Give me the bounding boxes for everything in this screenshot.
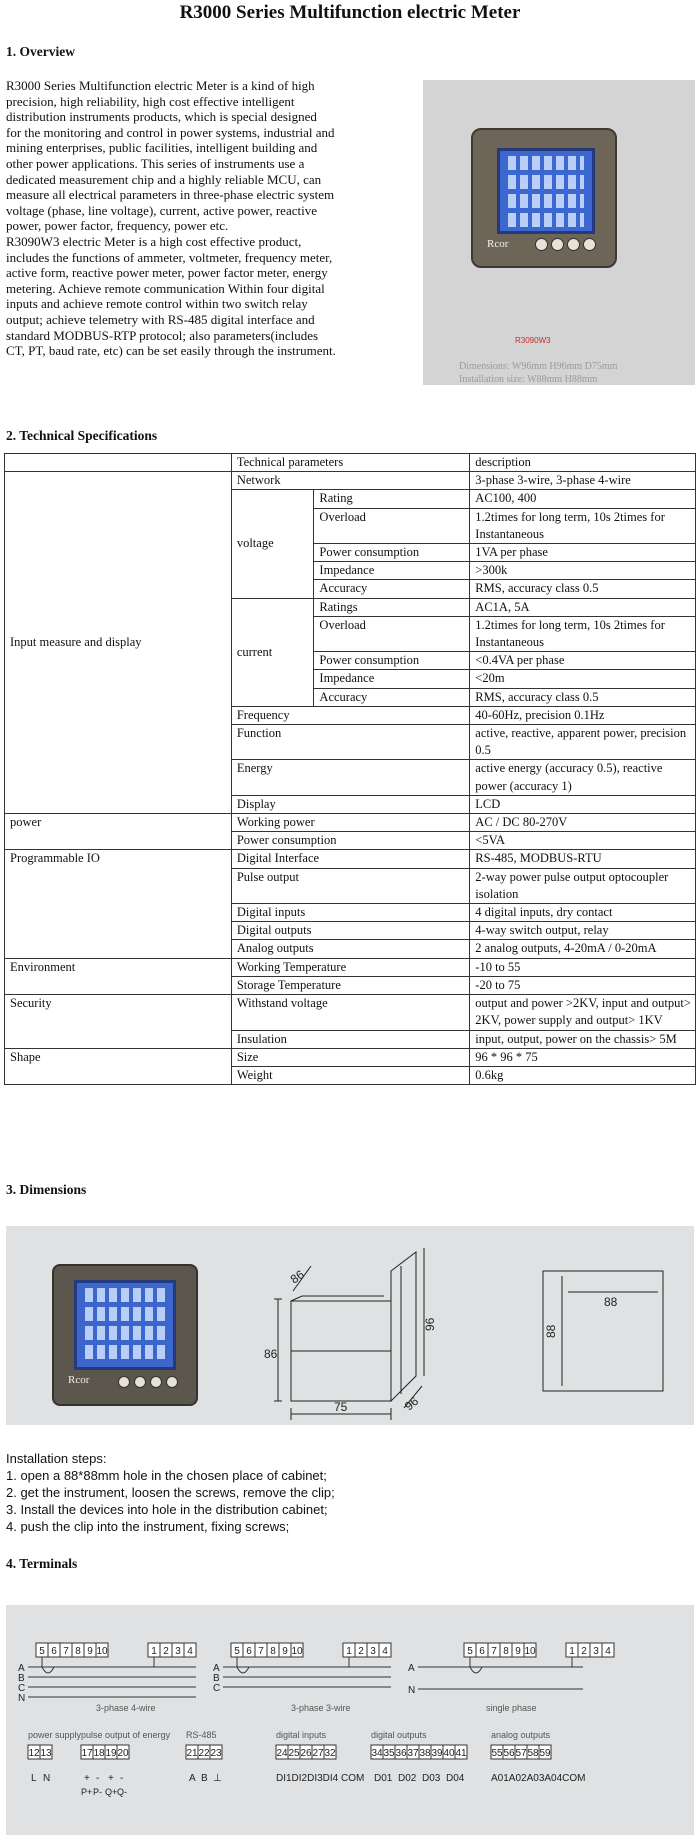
header-blank xyxy=(5,454,232,472)
dim-depth: 86 xyxy=(287,1267,307,1287)
param-value: LCD xyxy=(470,795,696,813)
installation-caption: Installation size: W88mm H88mm xyxy=(459,374,598,385)
terminal-signal-label: L xyxy=(31,1773,37,1784)
terminal-signal-label: - xyxy=(120,1773,124,1784)
terminal-signal-label: A xyxy=(189,1773,196,1784)
group-label: Shape xyxy=(5,1048,232,1084)
terminal-number: 19 xyxy=(105,1748,117,1759)
terminal-number: 1 xyxy=(569,1646,575,1657)
param-value: AC1A, 5A xyxy=(470,598,696,616)
terminal-number: 39 xyxy=(431,1748,443,1759)
meter-button xyxy=(535,238,548,251)
terminal-number: 25 xyxy=(288,1748,300,1759)
param-name: Pulse output xyxy=(231,868,469,903)
section-terminals-heading: 4. Terminals xyxy=(6,1556,78,1571)
terminal-number: 57 xyxy=(515,1748,527,1759)
steps-heading: Installation steps: xyxy=(6,1451,107,1466)
terminal-number: 21 xyxy=(186,1748,198,1759)
param-name: Power consumption xyxy=(314,544,470,562)
param-name: Analog outputs xyxy=(231,940,469,958)
overview-line: output; achieve telemetry with RS-485 digital interface and xyxy=(6,311,315,327)
param-value: 3-phase 3-wire, 3-phase 4-wire xyxy=(470,472,696,490)
terminal-sub-label: P+ xyxy=(81,1787,93,1797)
cutout-outline xyxy=(543,1271,663,1391)
param-value: -20 to 75 xyxy=(470,976,696,994)
overview-line: voltage (phase, line voltage), current, active power, reactive xyxy=(6,202,317,218)
overview-line: measure all electrical parameters in three-phase electric system xyxy=(6,187,335,203)
terminal-number: 6 xyxy=(51,1646,57,1657)
overview-paragraph xyxy=(6,78,416,359)
overview-line: R3000 Series Multifunction electric Meter is a kind of high xyxy=(6,78,315,93)
param-value: 1.2times for long term, 10s 2times for Instantaneous xyxy=(470,616,696,651)
terminal-signal-label: D01 xyxy=(374,1773,393,1784)
phase-label: B xyxy=(213,1673,220,1684)
table-row xyxy=(5,995,696,1030)
param-value: output and power >2KV, input and output> 2KV, power supply and output> 1KV xyxy=(470,995,696,1030)
param-name: Energy xyxy=(231,760,469,795)
terminal-group-label: pulse output of energy xyxy=(81,1730,171,1740)
terminal-number: 26 xyxy=(300,1748,312,1759)
terminal-number: 8 xyxy=(503,1646,509,1657)
cutout-height: 88 xyxy=(544,1324,558,1338)
terminal-number: 10 xyxy=(291,1646,303,1657)
overview-line: includes the functions of ammeter, voltmeter, frequency meter, xyxy=(6,249,333,265)
terminal-number: 4 xyxy=(605,1646,611,1657)
cutout-width: 88 xyxy=(604,1295,618,1309)
overview-line: for the monitoring and control in power systems, industrial and xyxy=(6,124,335,140)
param-value: 0.6kg xyxy=(470,1066,696,1084)
terminal-number: 40 xyxy=(443,1748,455,1759)
terminal-diagram xyxy=(6,1605,694,1835)
dimensions-figure xyxy=(6,1226,694,1425)
group-label: Environment xyxy=(5,958,232,994)
terminal-sub-label: Q+ xyxy=(105,1787,118,1797)
param-value: active energy (accuracy 0.5), reactive power (accuracy 1) xyxy=(470,760,696,795)
terminal-number: 7 xyxy=(491,1646,497,1657)
terminal-number: 13 xyxy=(40,1748,52,1759)
terminal-signal-label: DI1DI2DI3DI4 COM xyxy=(276,1773,365,1784)
overview-line: dedicated measurement chip and a highly reliable MCU, can xyxy=(6,171,322,187)
terminal-number: 38 xyxy=(419,1748,431,1759)
dimension-drawings xyxy=(6,1226,694,1425)
step-item: 4. push the clip into the instrument, fixing screws; xyxy=(6,1519,290,1534)
column-header: Technical parameters xyxy=(231,454,469,472)
group-label: Programmable IO xyxy=(5,850,232,958)
meter-button xyxy=(583,238,596,251)
page-title: R3000 Series Multifunction electric Meter xyxy=(179,2,521,23)
param-value: RS-485, MODBUS-RTU xyxy=(470,850,696,868)
column-header: description xyxy=(470,454,696,472)
terminal-number: 5 xyxy=(39,1646,45,1657)
step-item: 1. open a 88*88mm hole in the chosen place of cabinet; xyxy=(6,1468,327,1483)
overview-line: active form, reactive power meter, power factor meter, energy xyxy=(6,265,328,281)
table-row xyxy=(5,850,696,868)
terminal-signal-label: B xyxy=(201,1773,208,1784)
product-photo xyxy=(423,80,695,385)
overview-line: precision, high reliability, high cost effective intelligent xyxy=(6,93,295,109)
param-name: Digital Interface xyxy=(231,850,469,868)
terminal-group-label: digital outputs xyxy=(371,1730,427,1740)
param-value: input, output, power on the chassis> 5M xyxy=(470,1030,696,1048)
overview-line: R3090W3 electric Meter is a high cost effective product, xyxy=(6,233,302,249)
terminal-number: 9 xyxy=(87,1646,93,1657)
terminal-number: 41 xyxy=(455,1748,467,1759)
diagram-caption: 3-phase 3-wire xyxy=(291,1703,351,1713)
param-name: Power consumption xyxy=(231,832,469,850)
overview-line: CT, PT, baud rate, etc) can be set easily through the instrument. xyxy=(6,343,336,359)
terminal-number: 1 xyxy=(346,1646,352,1657)
terminal-signal-label: D04 xyxy=(446,1773,465,1784)
diagram-caption: 3-phase 4-wire xyxy=(96,1703,156,1713)
terminal-number: 8 xyxy=(75,1646,81,1657)
terminal-number: 12 xyxy=(28,1748,40,1759)
terminal-number: 27 xyxy=(312,1748,324,1759)
param-name: Overload xyxy=(314,616,470,651)
terminal-number: 17 xyxy=(81,1748,93,1759)
overview-line: distribution instruments products, which is special designed xyxy=(6,109,317,125)
phase-label: A xyxy=(408,1663,415,1674)
param-value: -10 to 55 xyxy=(470,958,696,976)
terminal-number: 22 xyxy=(198,1748,210,1759)
param-value: 40-60Hz, precision 0.1Hz xyxy=(470,706,696,724)
terminal-number: 6 xyxy=(246,1646,252,1657)
group-label: Input measure and display xyxy=(5,472,232,814)
param-name: Working Temperature xyxy=(231,958,469,976)
step-item: 2. get the instrument, loosen the screws, remove the clip; xyxy=(6,1485,335,1500)
param-name: Power consumption xyxy=(314,652,470,670)
terminal-number: 55 xyxy=(491,1748,503,1759)
terminal-number: 56 xyxy=(503,1748,515,1759)
param-name: Display xyxy=(231,795,469,813)
param-value: RMS, accuracy class 0.5 xyxy=(470,580,696,598)
dim-bezel-width: 96 xyxy=(401,1393,422,1414)
param-name: Insulation xyxy=(231,1030,469,1048)
param-name: Working power xyxy=(231,814,469,832)
ct-loop xyxy=(237,1657,249,1673)
phase-label: C xyxy=(213,1683,221,1694)
param-value: 2-way power pulse output optocoupler isolation xyxy=(470,868,696,903)
group-label: Security xyxy=(5,995,232,1049)
param-name: Weight xyxy=(231,1066,469,1084)
terminal-number: 58 xyxy=(527,1748,539,1759)
terminal-group-label: power supply xyxy=(28,1730,82,1740)
phase-label: N xyxy=(408,1685,416,1696)
terminal-number: 5 xyxy=(234,1646,240,1657)
param-value: 1VA per phase xyxy=(470,544,696,562)
terminal-number: 10 xyxy=(96,1646,108,1657)
phase-label: B xyxy=(18,1673,25,1684)
param-value: >300k xyxy=(470,562,696,580)
terminal-group-label: analog outputs xyxy=(491,1730,551,1740)
meter-image xyxy=(471,128,617,268)
subgroup-label: voltage xyxy=(231,490,314,598)
terminal-number: 20 xyxy=(117,1748,129,1759)
overview-line: other power applications. This series of instruments use a xyxy=(6,155,305,171)
param-name: Withstand voltage xyxy=(231,995,469,1030)
param-name: Digital inputs xyxy=(231,904,469,922)
side-view-bezel xyxy=(391,1252,416,1401)
terminal-number: 2 xyxy=(581,1646,587,1657)
param-value: AC / DC 80-270V xyxy=(470,814,696,832)
terminal-number: 59 xyxy=(539,1748,551,1759)
spec-table xyxy=(4,453,696,1085)
param-value: <5VA xyxy=(470,832,696,850)
subgroup-label: current xyxy=(231,598,314,706)
meter-button xyxy=(551,238,564,251)
param-value: active, reactive, apparent power, precision 0.5 xyxy=(470,725,696,760)
terminal-number: 9 xyxy=(515,1646,521,1657)
table-row xyxy=(5,454,696,472)
param-name: Frequency xyxy=(231,706,469,724)
param-name: Function xyxy=(231,725,469,760)
group-label: power xyxy=(5,814,232,850)
terminal-number: 3 xyxy=(593,1646,599,1657)
terminal-number: 32 xyxy=(324,1748,336,1759)
terminal-number: 9 xyxy=(282,1646,288,1657)
terminal-sub-label: Q- xyxy=(117,1787,127,1797)
param-name: Network xyxy=(231,472,469,490)
terminal-number: 10 xyxy=(524,1646,536,1657)
phase-label: A xyxy=(18,1663,25,1674)
terminal-signal-label: D03 xyxy=(422,1773,441,1784)
terminal-signal-label: - xyxy=(96,1773,100,1784)
terminal-sub-label: P- xyxy=(93,1787,102,1797)
ct-loop xyxy=(470,1657,482,1673)
terminal-signal-label: + xyxy=(108,1773,114,1784)
param-name: Storage Temperature xyxy=(231,976,469,994)
step-item: 3. Install the devices into hole in the distribution cabinet; xyxy=(6,1502,328,1517)
phase-label: C xyxy=(18,1683,26,1694)
table-row xyxy=(5,814,696,832)
ct-loop xyxy=(42,1657,54,1673)
section-dimensions-heading: 3. Dimensions xyxy=(6,1182,87,1197)
terminal-number: 6 xyxy=(479,1646,485,1657)
terminal-number: 18 xyxy=(93,1748,105,1759)
terminal-number: 3 xyxy=(175,1646,181,1657)
param-name: Ratings xyxy=(314,598,470,616)
terminal-number: 8 xyxy=(270,1646,276,1657)
param-name: Overload xyxy=(314,508,470,543)
param-name: Impedance xyxy=(314,670,470,688)
terminal-number: 4 xyxy=(187,1646,193,1657)
param-value: 4 digital inputs, dry contact xyxy=(470,904,696,922)
overview-line: mining enterprises, public facilities, intelligent building and xyxy=(6,140,318,156)
overview-line: metering. Achieve remote communication Within four digital xyxy=(6,280,325,296)
diagram-caption: single phase xyxy=(486,1703,537,1713)
param-name: Accuracy xyxy=(314,688,470,706)
dim-length: 75 xyxy=(334,1400,348,1414)
dim-bezel: 96 xyxy=(423,1317,437,1331)
overview-line: inputs and achieve remote control within two switch relay xyxy=(6,296,308,312)
meter-button xyxy=(567,238,580,251)
terminal-number: 34 xyxy=(371,1748,383,1759)
table-row xyxy=(5,1048,696,1066)
param-value: <20m xyxy=(470,670,696,688)
terminal-number: 7 xyxy=(63,1646,69,1657)
terminal-number: 36 xyxy=(395,1748,407,1759)
phase-label: N xyxy=(18,1693,26,1704)
section-overview-heading: 1. Overview xyxy=(6,44,75,59)
terminal-signal-label: N xyxy=(43,1773,51,1784)
dimensions-caption: Dimensions: W96mm H96mm D75mm xyxy=(459,361,618,372)
param-name: Accuracy xyxy=(314,580,470,598)
param-value: 1.2times for long term, 10s 2times for Instantaneous xyxy=(470,508,696,543)
overview-line: standard MODBUS-RTP protocol; also parameters(includes xyxy=(6,327,319,343)
param-name: Impedance xyxy=(314,562,470,580)
lcd-display xyxy=(497,148,595,234)
brand-logo: Rcor xyxy=(487,238,509,250)
terminal-signal-label: ⊥ xyxy=(213,1773,222,1784)
param-value: 4-way switch output, relay xyxy=(470,922,696,940)
table-row xyxy=(5,958,696,976)
param-value: 96 * 96 * 75 xyxy=(470,1048,696,1066)
terminal-signal-label: A01A02A03A04COM xyxy=(491,1773,586,1784)
terminal-number: 35 xyxy=(383,1748,395,1759)
installation-steps xyxy=(6,1450,335,1535)
phase-label: A xyxy=(213,1663,220,1674)
terminal-number: 37 xyxy=(407,1748,419,1759)
brand-logo: Rcor xyxy=(68,1374,90,1386)
terminal-number: 24 xyxy=(276,1748,288,1759)
param-value: <0.4VA per phase xyxy=(470,652,696,670)
param-name: Rating xyxy=(314,490,470,508)
dim-height: 86 xyxy=(264,1347,278,1361)
terminal-signal-label: D02 xyxy=(398,1773,417,1784)
terminal-number: 2 xyxy=(163,1646,169,1657)
terminal-number: 7 xyxy=(258,1646,264,1657)
section-tech-heading: 2. Technical Specifications xyxy=(6,428,158,443)
param-name: Digital outputs xyxy=(231,922,469,940)
overview-line: power, power factor, frequency, power etc. xyxy=(6,218,229,234)
param-value: AC100, 400 xyxy=(470,490,696,508)
terminal-number: 23 xyxy=(210,1748,222,1759)
terminal-number: 3 xyxy=(370,1646,376,1657)
terminal-group-label: RS-485 xyxy=(186,1730,217,1740)
model-label: R3090W3 xyxy=(515,336,551,345)
param-name: Size xyxy=(231,1048,469,1066)
param-value: 2 analog outputs, 4-20mA / 0-20mA xyxy=(470,940,696,958)
terminal-number: 4 xyxy=(382,1646,388,1657)
terminals-figure xyxy=(6,1605,694,1835)
terminal-number: 5 xyxy=(467,1646,473,1657)
table-row xyxy=(5,472,696,490)
terminal-number: 1 xyxy=(151,1646,157,1657)
terminal-signal-label: + xyxy=(84,1773,90,1784)
terminal-number: 2 xyxy=(358,1646,364,1657)
terminal-group-label: digital inputs xyxy=(276,1730,327,1740)
param-value: RMS, accuracy class 0.5 xyxy=(470,688,696,706)
